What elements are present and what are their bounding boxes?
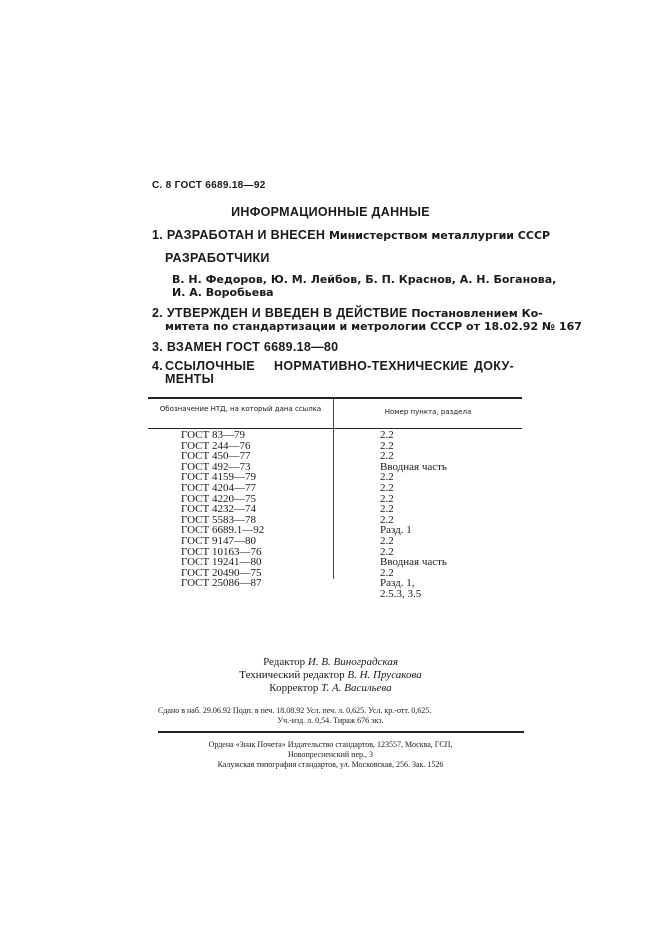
publisher-line-2: Новопресненский пер., 3 [287, 750, 374, 759]
document-cell: ГОСТ 10163—76 [181, 545, 262, 558]
imprint-line-2: Уч.-изд. л. 0,54. Тираж 676 экз. [277, 716, 384, 725]
editor-name: И. В. Виноградская [307, 656, 398, 668]
item-2 [152, 306, 543, 320]
item-number: 2. [152, 306, 164, 320]
item-3 [152, 340, 338, 354]
document-cell: ГОСТ 19241—80 [181, 556, 262, 569]
section-cell: Вводная часть [380, 556, 447, 569]
document-cell: ГОСТ 20490—75 [181, 566, 262, 579]
tech-editor-line [0, 669, 661, 681]
section-cell: 2.2 [380, 513, 394, 526]
item-2-line-2: митета по стандартизации и метрологии СССР от 18.02.92 № 167 [165, 320, 582, 333]
label: Редактор [263, 656, 306, 668]
document-cell: ГОСТ 4159—79 [181, 471, 256, 484]
column-divider [333, 399, 334, 579]
document-cell: ГОСТ 4232—74 [181, 503, 256, 516]
section-cell: Разд. 1 [380, 524, 412, 537]
document-cell: ГОСТ 25086—87 [181, 577, 262, 590]
corrector-line [0, 682, 661, 694]
col2-header: Номер пункта, раздела [384, 408, 472, 416]
section-cell: 2.2 [380, 503, 394, 516]
section-cell: 2.2 [380, 429, 394, 441]
col1-values [181, 430, 264, 600]
item-1 [152, 228, 550, 242]
tech-editor-name: В. Н. Прусакова [347, 669, 422, 681]
table-top-rule [148, 397, 522, 399]
item-number: 1. [152, 228, 164, 242]
document-cell: ГОСТ 6689.1—92 [181, 524, 265, 537]
publisher-line-1: Ордена «Знак Почета» Издательство стандартов, 123557, Москва, ГСП, [208, 740, 453, 749]
item-4-heading-3: ДОКУ- [474, 359, 515, 373]
item-4-heading-1: ССЫЛОЧНЫЕ [165, 359, 255, 373]
running-header: С. 8 ГОСТ 6689.18—92 [152, 180, 266, 191]
document-cell: ГОСТ 4204—77 [181, 481, 256, 494]
item-heading: РАЗРАБОТАН И ВНЕСЕН [166, 228, 326, 242]
section-cell: Вводная часть [380, 460, 447, 473]
page-title: ИНФОРМАЦИОННЫЕ ДАННЫЕ [231, 205, 430, 219]
document-cell: ГОСТ 83—79 [181, 429, 245, 441]
item-heading: УТВЕРЖДЕН И ВВЕДЕН В ДЕЙСТВИЕ [166, 306, 408, 320]
section-cell: 2.2 [380, 566, 394, 579]
document-cell: ГОСТ 5583—78 [181, 513, 256, 526]
section-cell: 2.5.3, 3.5 [380, 587, 422, 600]
item-number: 3. [152, 340, 164, 354]
item-text: Министерством металлургии СССР [328, 229, 551, 242]
imprint-line-1: Сдано в наб. 29.06.92 Подп. в печ. 18.08.92 Усл. печ. л. 0,625. Усл. кр.-отт. 0,625. [158, 706, 432, 715]
item-text: Постановлением Ко- [411, 307, 543, 320]
publisher-line-3: Калужская типография стандартов, ул. Московская, 256. Зак. 1526 [217, 760, 444, 769]
item-heading: ВЗАМЕН ГОСТ 6689.18—80 [166, 340, 339, 354]
col1-header: Обозначение НТД, на который дана ссылка [159, 405, 322, 413]
document-cell: ГОСТ 492—73 [181, 460, 251, 473]
item-4-heading-2: НОРМАТИВНО-ТЕХНИЧЕСКИЕ [274, 359, 469, 373]
document-cell [181, 589, 264, 600]
document-cell: ГОСТ 244—76 [181, 439, 251, 452]
imprint-rule [158, 731, 524, 733]
section-cell: 2.2 [380, 481, 394, 494]
item-4-num: 4. [152, 359, 164, 373]
label: Корректор [269, 682, 319, 694]
developers-heading: РАЗРАБОТЧИКИ [165, 251, 270, 265]
document-cell: ГОСТ 4220—75 [181, 492, 256, 505]
section-cell: 2.2 [380, 439, 394, 452]
section-cell: 2.2 [380, 450, 394, 463]
section-cell: 2.2 [380, 492, 394, 505]
section-cell: 2.2 [380, 545, 394, 558]
col2-values [380, 430, 447, 600]
document-cell: ГОСТ 9147—80 [181, 534, 256, 547]
document-cell: ГОСТ 450—77 [181, 450, 251, 463]
developers-line-2: И. А. Воробьева [172, 286, 274, 299]
section-cell: Разд. 1, [380, 577, 415, 590]
developers-line-1: В. Н. Федоров, Ю. М. Лейбов, Б. П. Краснов, А. Н. Боганова, [172, 273, 557, 286]
corrector-name: Т. А. Васильева [321, 682, 392, 694]
label: Технический редактор [239, 669, 345, 681]
section-cell: 2.2 [380, 534, 394, 547]
editor-line [0, 656, 661, 668]
section-cell: 2.2 [380, 471, 394, 484]
item-4-heading-4: МЕНТЫ [165, 372, 215, 386]
